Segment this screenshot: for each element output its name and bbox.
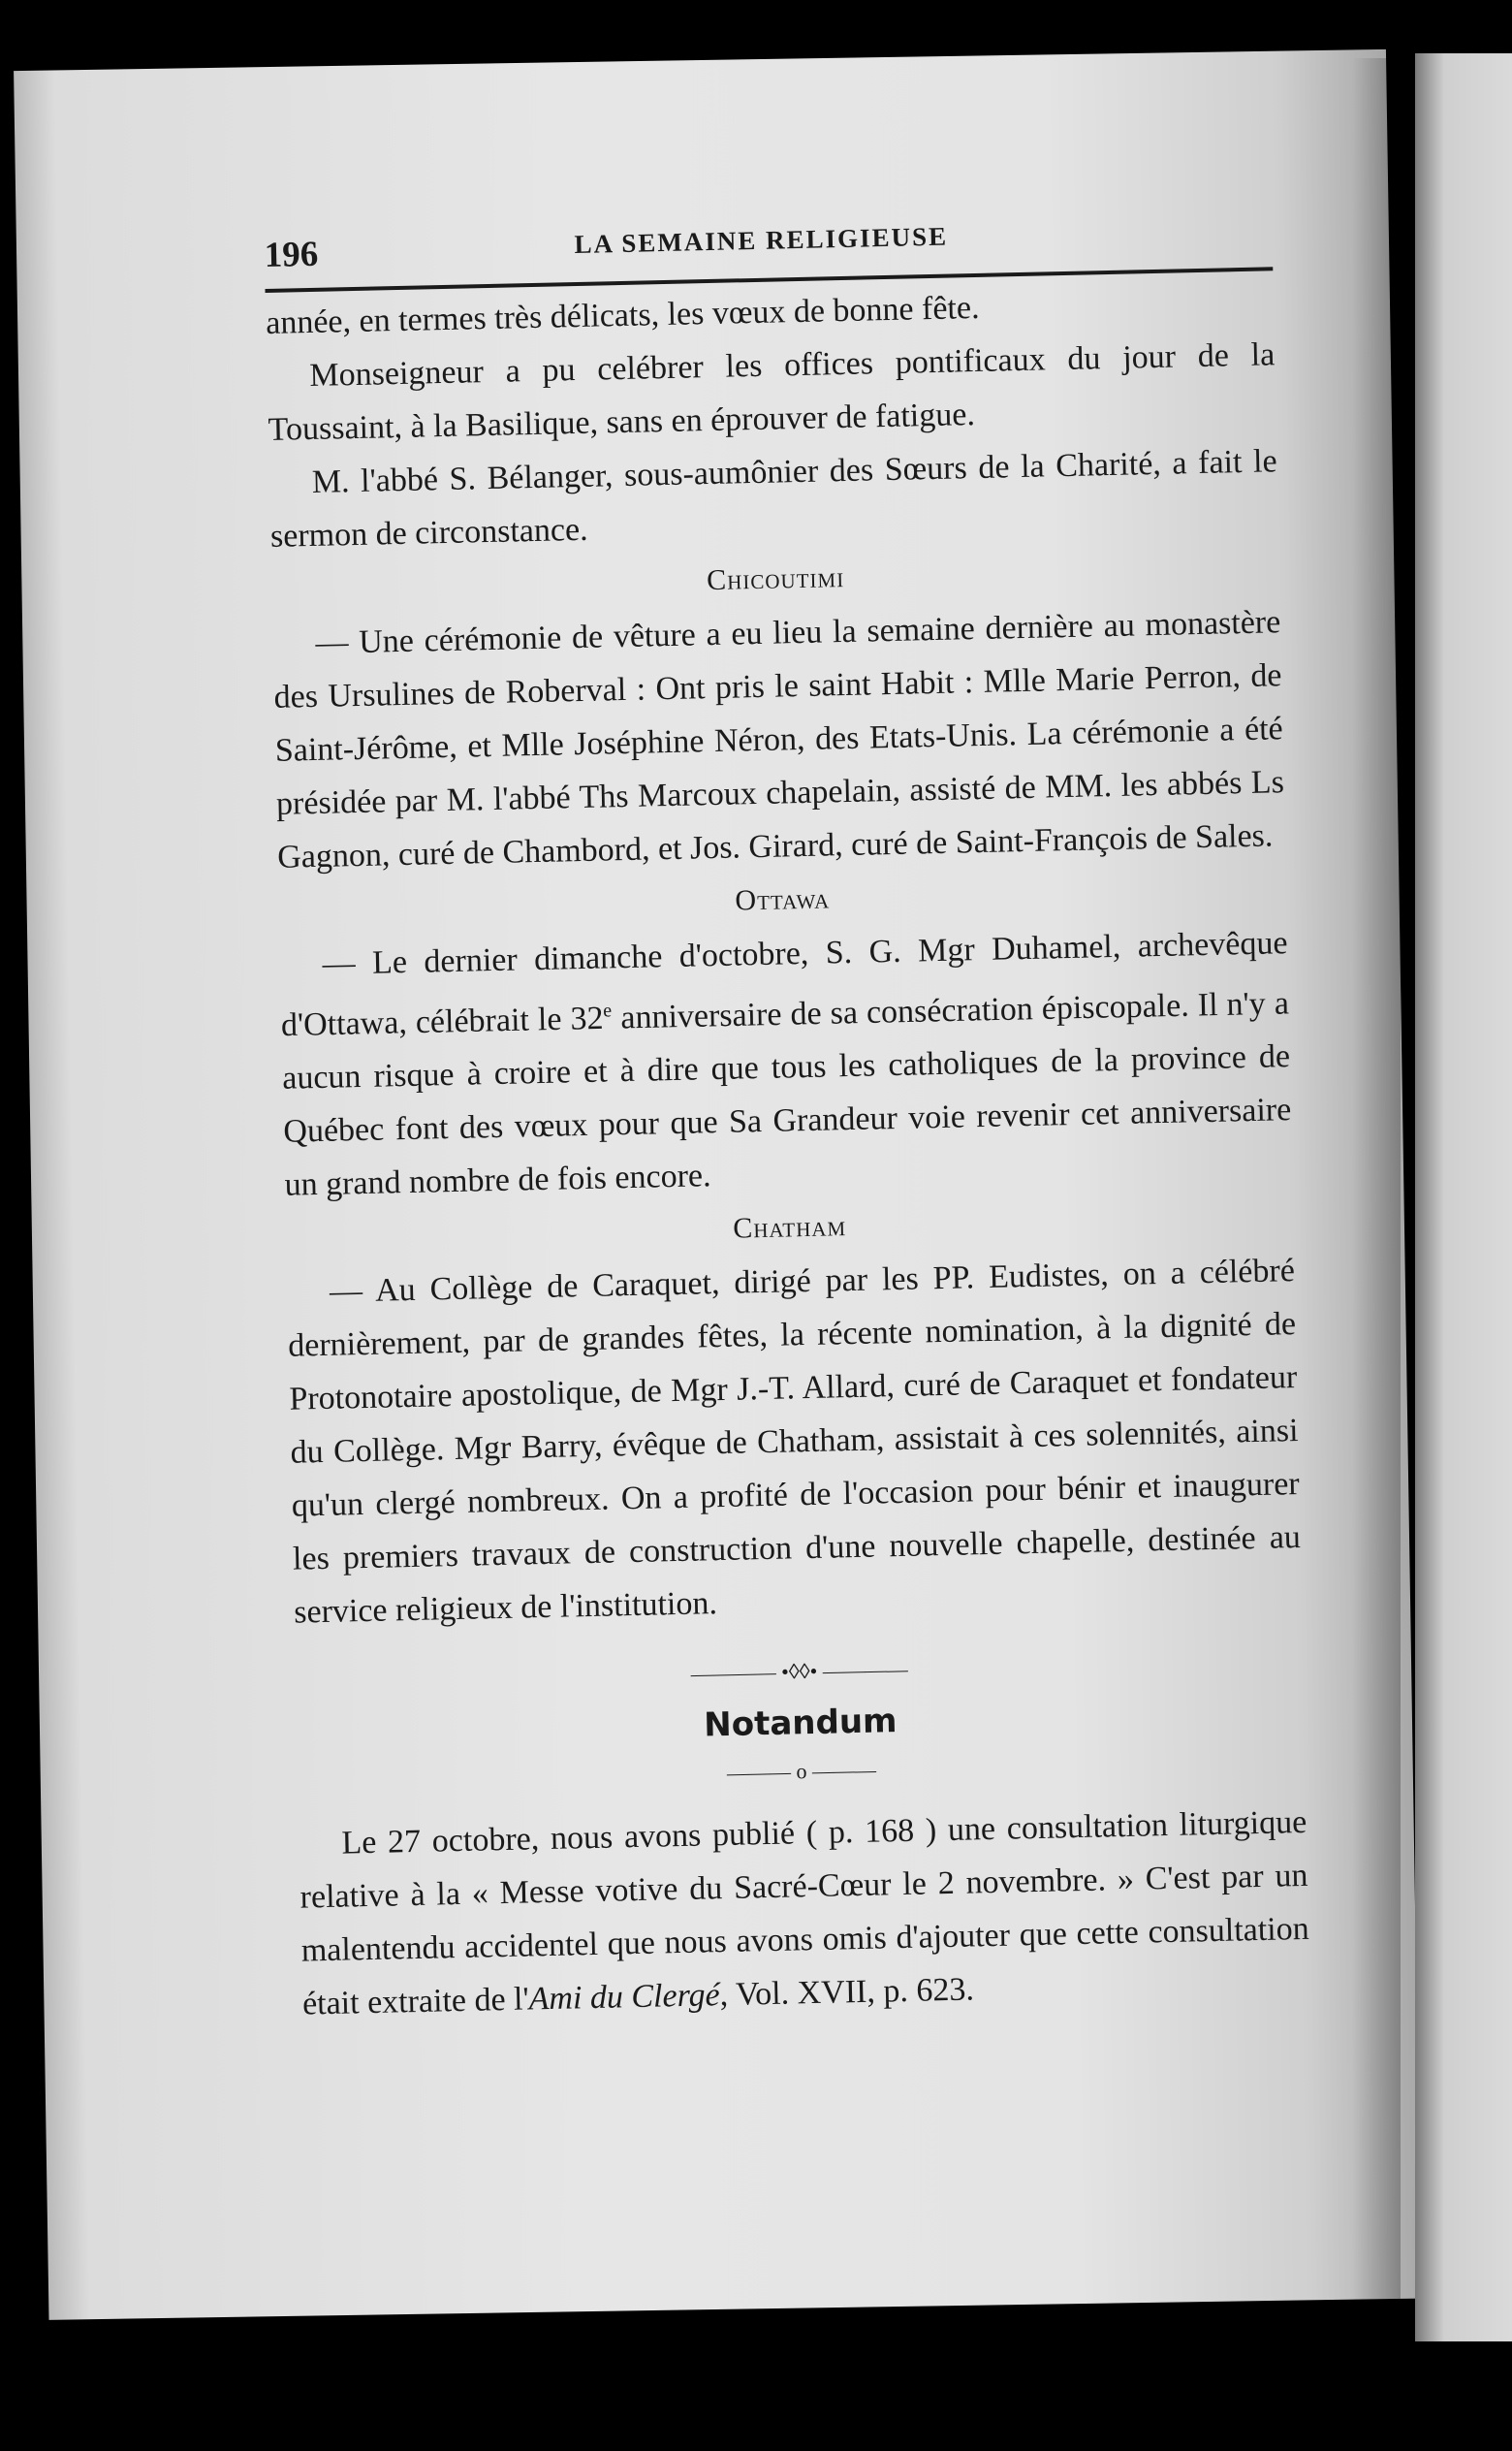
heading-chicoutimi: Chicoutimi [706,561,845,597]
notandum-text-end: , Vol. XVII, p. 623. [719,1971,975,2014]
paragraph-continuation: année, en termes très délicats, les vœux de bonne fête. [265,289,980,341]
section-ornament: ———— •◊◊• ———— [690,1657,909,1687]
page-number: 196 [264,234,319,275]
running-title: LA SEMAINE RELIGIEUSE [574,221,949,260]
paragraph-chatham: — Au Collège de Caraquet, dirigé par les PP. Eudistes, on a célébré dernièrement, par de grandes fêtes, la récente nomination, à la dignité de Protonotaire apostolique, de Mgr J.-T. Allard, curé de Caraquet et fondateur du Collège. Mgr Barry, évêque de Chatham, assistait à ces solennités, ainsi qu'un clergé nombreux. On a profité de l'occasion pour bénir et inaugurer les premiers travaux de construction d'une nouvelle chapelle, destinée au service religieux de l'institution. [287,1253,1302,1631]
notandum-italic-title: Ami du Clergé [528,1977,721,2018]
paragraph-chicoutimi: — Une cérémonie de vêture a eu lieu la semaine dernière au monastère des Ursulines de Roberval : Ont pris le saint Habit : Mlle Marie Perron, de Saint-Jérôme, et Mlle Joséphine Néron, des Etats-Unis. La cérémonie a été présidée par M. l'abbé Ths Marcoux chapelain, assisté de MM. les abbés Ls Gagnon, curé de Chambord, et Jos. Girard, curé de Saint-François de Sales. [273,604,1285,875]
heading-chatham: Chatham [732,1210,847,1246]
ottawa-text-start: — Le dernier dimanche d'octobre, S. G. Mgr Duhamel, archevêque d'Ottawa, célébrait le 32 [280,925,1288,1044]
ottawa-text-end: anniversaire de sa consécration épiscopale. Il n'y a aucun risque à croire et à dire que tous les catholiques de la province de Québec font des vœux pour que Sa Grandeur voie revenir cet anniversaire un grand nombre de fois encore. [281,985,1292,1204]
notandum-text-start: Le 27 octobre, nous avons publié ( p. 168 ) une consultation liturgique relative à la « Messe votive du Sacré-Cœur le 2 novembre. » C'est par un malentendu accidentel que nous avons omis d'ajouter que cette consultation était extraite de l' [299,1804,1310,2022]
gutter-shadow [1352,58,1401,2317]
notandum-title: Notandum [703,1702,898,1745]
adjacent-page-edge [1415,53,1512,2341]
heading-ottawa: Ottawa [735,882,831,917]
notandum-rule: ——— o ——— [726,1757,877,1786]
paragraph-notandum [299,1796,1311,2031]
paragraph-toussaint: Monseigneur a pu celébrer les offices pontificaux du jour de la Toussaint, à la Basilique, sans en éprouver de fatigue. [268,336,1276,448]
paragraph-sermon: M. l'abbé S. Bélanger, sous-aumônier des Sœurs de la Charité, a fait le sermon de circonstance. [269,443,1278,555]
paragraph-ottawa [279,916,1293,1212]
page-content [264,201,1310,2031]
ordinal-superscript: e [603,1000,613,1022]
